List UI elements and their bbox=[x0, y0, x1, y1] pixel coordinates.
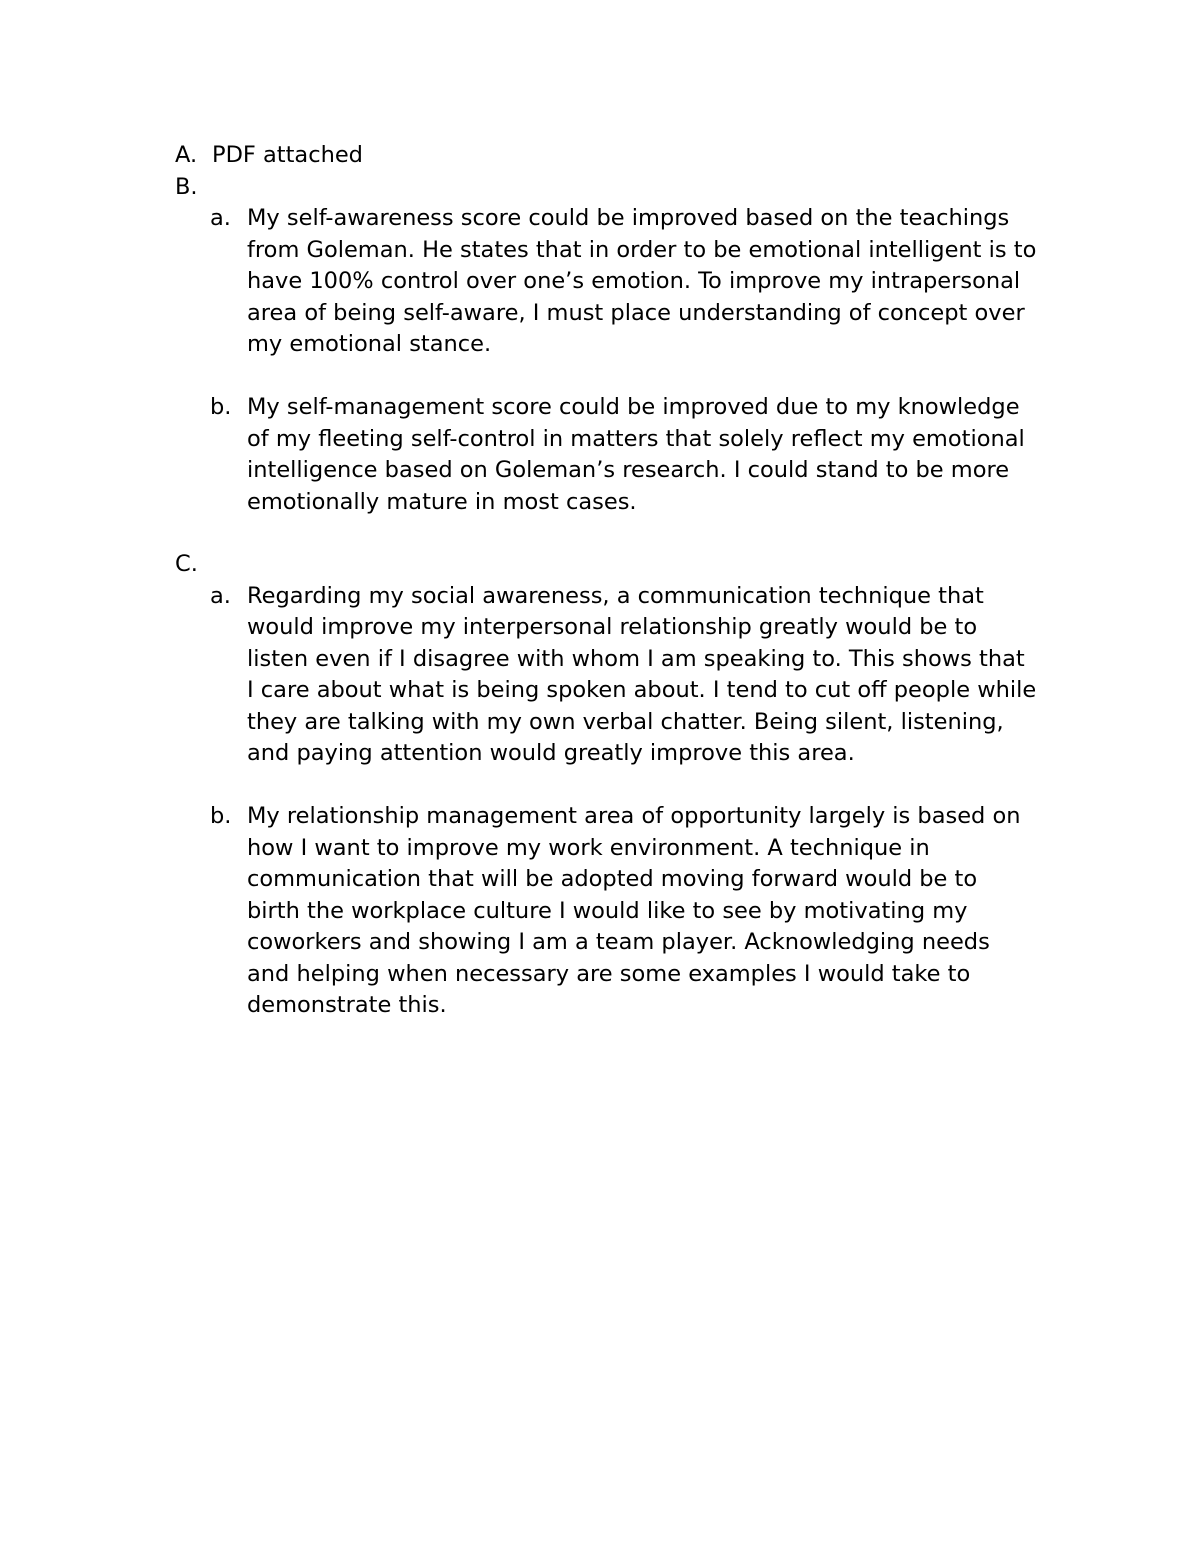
section-c bbox=[175, 549, 1075, 581]
section-b-list bbox=[210, 203, 1075, 518]
list-item bbox=[210, 392, 1037, 518]
section-b bbox=[175, 172, 1075, 204]
list-item-text: Regarding my social awareness, a communication technique that would improve my interpersonal relationship greatly would be to listen even if I disagree with whom I am speaking to. This shows that I care about what is being spoken about. I tend to cut off people while they are talking with my own verbal chatter. Being silent, listening, and paying attention would greatly improve this area. bbox=[247, 582, 1037, 766]
section-a bbox=[175, 140, 1075, 172]
list-item bbox=[210, 203, 1037, 361]
list-item-marker: b. bbox=[210, 394, 232, 420]
list-item bbox=[210, 801, 1037, 1022]
list-item-text: My self-management score could be improved due to my knowledge of my fleeting self-control in matters that solely reflect my emotional intelligence based on Goleman’s research. I could stand to be more emotionally mature in most cases. bbox=[247, 394, 1025, 515]
list-item-text: My self-awareness score could be improved based on the teachings from Goleman. He states that in order to be emotional intelligent is to have 100% control over one’s emotion. To improve my intrapersonal area of being self-aware, I must place understanding of concept over my emotional stance. bbox=[247, 205, 1037, 357]
section-b-marker: B. bbox=[175, 173, 198, 200]
list-item-marker: b. bbox=[210, 803, 232, 829]
section-a-marker: A. bbox=[175, 142, 198, 168]
list-item-text: My relationship management area of opportunity largely is based on how I want to improve my work environment. A technique in communication that will be adopted moving forward would be to birth the workplace culture I would like to see by motivating my coworkers and showing I am a team player. Acknowledging needs and helping when necessary are some examples I would take to demonstrate this. bbox=[247, 803, 1021, 1018]
list-item-marker: a. bbox=[210, 582, 231, 609]
section-c-marker: C. bbox=[175, 551, 198, 577]
section-a-text: PDF attached bbox=[212, 142, 363, 168]
list-item bbox=[210, 581, 1037, 770]
document-body bbox=[175, 140, 1075, 1022]
section-c-list bbox=[210, 581, 1075, 1022]
list-item-marker: a. bbox=[210, 205, 231, 231]
